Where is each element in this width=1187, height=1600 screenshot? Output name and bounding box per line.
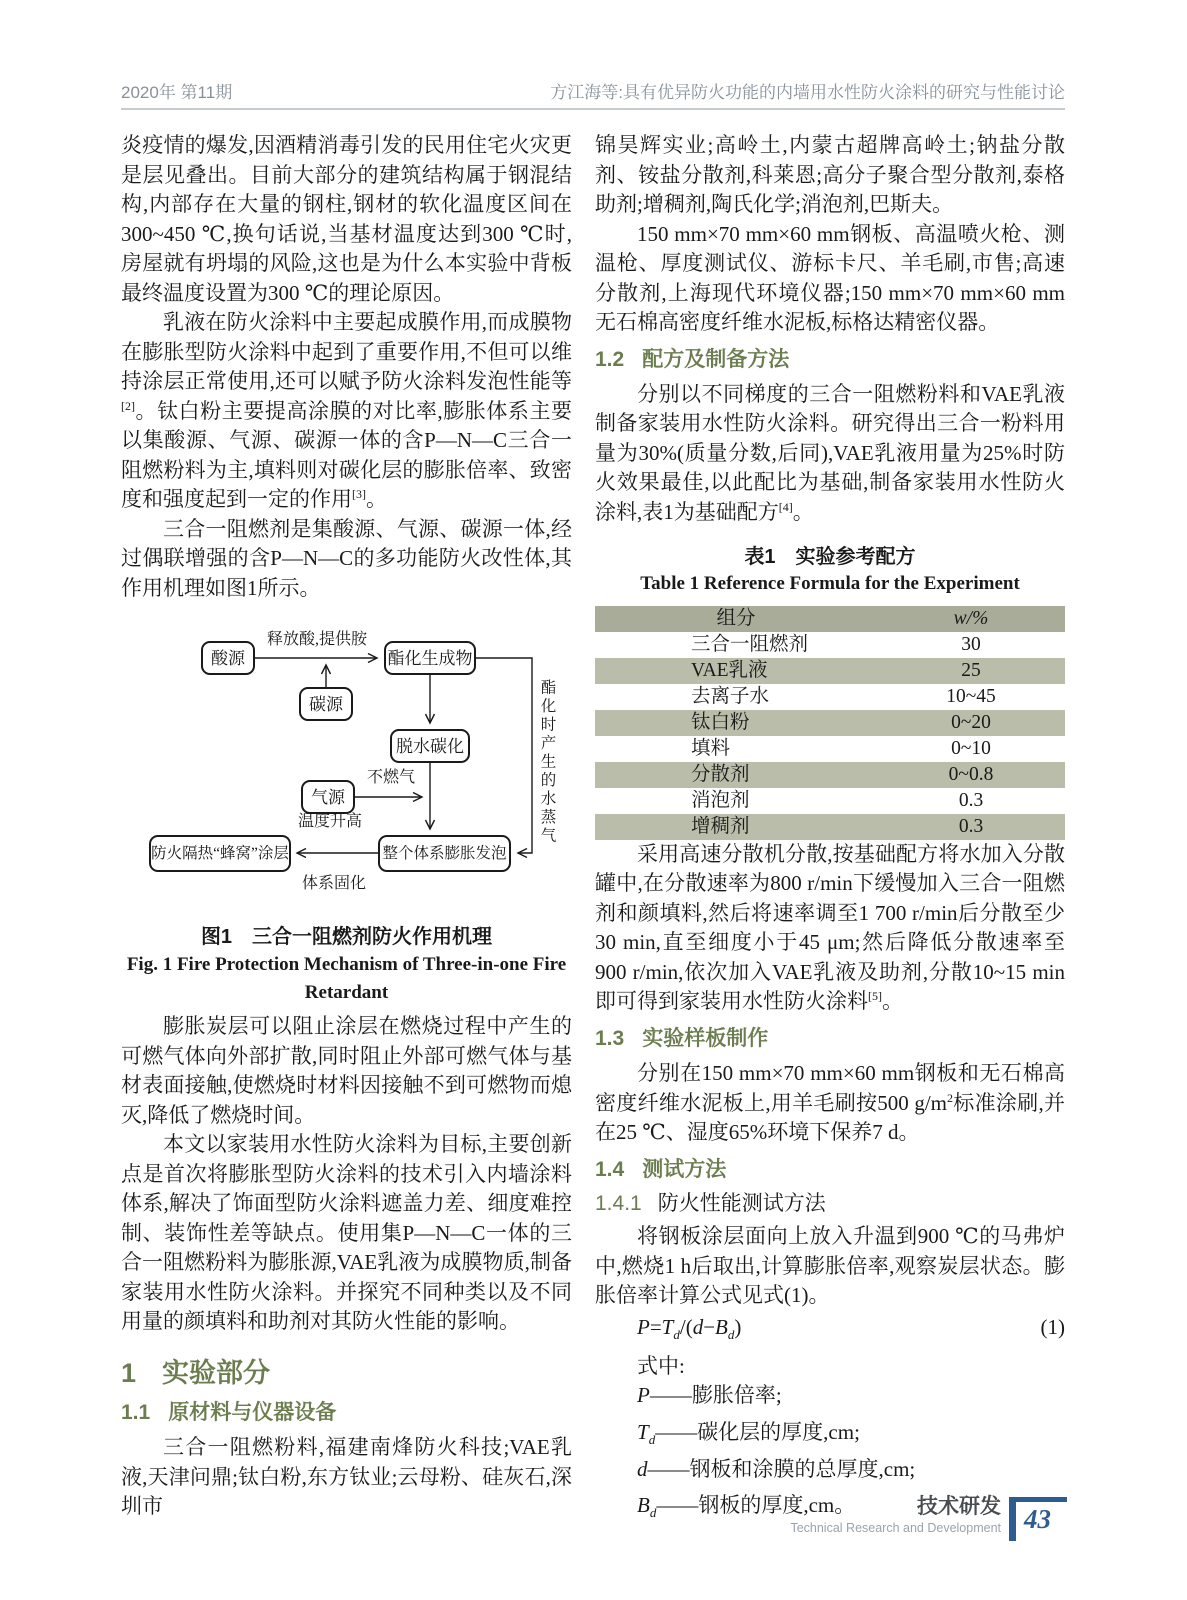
section-heading-1-4-1	[595, 1190, 1065, 1218]
section-number: 1.1	[121, 1400, 151, 1424]
table-row	[595, 632, 1065, 658]
where-definition	[595, 1418, 1065, 1455]
cell-component: 分散剂	[691, 763, 750, 785]
section-title: 实验部分	[162, 1357, 271, 1388]
cell-component: 三合一阻燃剂	[691, 633, 809, 655]
diagram-label-water-vapor: 酯化时产生的水蒸气	[538, 679, 556, 846]
page-corner-icon	[1009, 1497, 1067, 1541]
left-column	[121, 131, 572, 1528]
paragraph: 锦昊辉实业;高岭土,内蒙古超牌高岭土;钠盐分散剂、铵盐分散剂,科莱恩;高分子聚合型分散剂,泰格助剂;增稠剂,陶氏化学;消泡剂,巴斯夫。	[595, 133, 1065, 216]
cell-value: 0~0.8	[948, 763, 994, 785]
diagram-box-acid-source: 酸源	[201, 641, 255, 675]
cell-value: 0~10	[951, 737, 991, 759]
table-row	[595, 762, 1065, 788]
symbol-subscript: d	[648, 1432, 656, 1448]
section-heading-1-4	[595, 1156, 1065, 1184]
subscript-d: d	[727, 1327, 735, 1343]
cell-component: VAE乳液	[691, 659, 768, 681]
table-row	[595, 684, 1065, 710]
section-heading-1-2	[595, 346, 1065, 374]
column-header-w-percent: w/%	[953, 607, 989, 629]
citation-ref: [3]	[352, 487, 366, 501]
text-run: 。钛白粉主要提高涂膜的对比率,膨胀体系主要以集酸源、气源、碳源一体的含P—N—C三合一阻燃粉料为主,填料则对碳化层的膨胀倍率、致密度和强度起到一定的作用	[121, 398, 572, 511]
header-running-title: 方江海等:具有优异防火功能的内墙用水性防火涂料的研究与性能讨论	[550, 83, 1065, 102]
table-row	[595, 658, 1065, 684]
diagram-box-esterification-product: 酯化生成物	[384, 641, 476, 675]
section-number: 1.2	[595, 347, 625, 371]
minus-sign: −	[703, 1314, 716, 1339]
two-column-body	[121, 131, 1065, 1528]
where-intro: 式中:	[637, 1353, 685, 1378]
close-paren: )	[734, 1314, 742, 1339]
text-run: 采用高速分散机分散,按基础配方将水加入分散罐中,在分散速率为800 r/min下缓慢加入三合一阻燃剂和颜填料,然后将速率调至1 700 r/min后分散至少30 min,直至细度小于45 μm;然后降低分散速率至900 r/min,依次加入VAE乳液及助剂,分散10~15 min即可得到家装用水性防火涂料	[595, 841, 1065, 1014]
equation-expression	[637, 1313, 741, 1350]
page-header	[121, 78, 1065, 103]
column-header-component: 组分	[716, 607, 756, 629]
symbol-subscript: d	[649, 1505, 657, 1521]
section-title: 实验样板制作	[642, 1026, 769, 1050]
symbol: P	[637, 1383, 650, 1408]
symbol: d	[637, 1456, 648, 1481]
figure-caption-zh: 图1 三合一阻燃剂防火作用机理	[200, 926, 493, 948]
table-1-title-zh: 表1 实验参考配方	[744, 546, 916, 569]
section-number: 1.4	[595, 1157, 625, 1181]
cell-component: 消泡剂	[691, 789, 750, 811]
footer-label-zh: 技术研发	[917, 1495, 1001, 1518]
cell-value: 25	[961, 659, 981, 681]
citation-ref: [4]	[778, 499, 793, 514]
definition-text: ——钢板的厚度,cm。	[656, 1493, 856, 1518]
var-d: d	[692, 1314, 704, 1339]
definition-text: ——钢板和涂膜的总厚度,cm;	[647, 1456, 916, 1481]
superscript: 2	[947, 1090, 954, 1105]
where-definition	[595, 1455, 1065, 1492]
cell-value: 30	[961, 633, 981, 655]
cell-component: 去离子水	[691, 685, 770, 707]
paragraph: 膨胀炭层可以阻止涂层在燃烧过程中产生的可燃气体向外部扩散,同时阻止外部可燃气体与基材表面接触,使燃烧时材料因接触不到可燃物而熄灭,降低了燃烧时间。	[121, 1014, 572, 1127]
diagram-box-carbon-source: 碳源	[299, 687, 353, 721]
equals-sign: =	[649, 1314, 662, 1339]
cell-value: 0.3	[958, 815, 984, 837]
caption-line: Retardant	[304, 981, 389, 1003]
section-heading-1	[121, 1357, 572, 1389]
table-row	[595, 788, 1065, 814]
cell-component: 增稠剂	[691, 815, 750, 837]
cell-value: 0.3	[958, 789, 984, 811]
cell-component: 钛白粉	[691, 711, 750, 733]
paragraph: 将钢板涂层面向上放入升温到900 ℃的马弗炉中,燃烧1 h后取出,计算膨胀倍率,观察炭层状态。膨胀倍率计算公式见式(1)。	[595, 1224, 1065, 1308]
section-title: 配方及制备方法	[642, 347, 790, 371]
citation-ref: [5]	[868, 989, 882, 1004]
definition-text: ——碳化层的厚度,cm;	[655, 1419, 860, 1444]
paragraph: 炎疫情的爆发,因酒精消毒引发的民用住宅火灾更是层见叠出。目前大部分的建筑结构属于钢混结构,内部存在大量的钢柱,钢材的软化温度区间在300~450 ℃,换句话说,当基材温度达到300 ℃时,房屋就有坍塌的风险,这也是为什么本实验中背板最终温度设置为300 ℃的理论原因。	[121, 133, 572, 305]
section-title: 原材料与仪器设备	[168, 1400, 337, 1424]
cell-component: 填料	[691, 737, 731, 759]
paragraph	[595, 840, 1065, 1017]
diagram-label-system-curing: 体系固化	[301, 875, 366, 892]
paragraph: 本文以家装用水性防火涂料为目标,主要创新点是首次将膨胀型防火涂料的技术引入内墙涂料体系,解决了饰面型防火涂料遮盖力差、细度难控制、装饰性差等缺点。使用集P—N—C一体的三合一阻燃粉料为膨胀源,VAE乳液为成膜物质,制备家装用水性防火涂料。并探究不同种类以及不同用量的颜填料和助剂对其防火性能的影响。	[121, 1132, 572, 1334]
section-title: 测试方法	[642, 1157, 727, 1181]
text-run: 。	[792, 499, 814, 524]
paragraph: 150 mm×70 mm×60 mm钢板、高温喷火枪、测温枪、厚度测试仪、游标卡尺、羊毛刷,市售;高速分散剂,上海现代环境仪器;150 mm×70 mm×60 mm无石棉高密度纤维水泥板,标格达精密仪器。	[595, 221, 1065, 334]
text-run: 分别在150 mm×70 mm×60 mm钢板和无石棉高密度纤维水泥板上,用羊毛刷按500 g/m	[595, 1061, 1065, 1115]
definition-text: ——膨胀倍率;	[649, 1383, 782, 1408]
header-rule	[121, 108, 1065, 110]
right-column	[595, 131, 1065, 1528]
var-P: P	[637, 1314, 650, 1339]
table-row	[595, 814, 1065, 840]
section-title: 防火性能测试方法	[657, 1192, 826, 1216]
section-number: 1	[121, 1357, 137, 1388]
header-issue: 2020年 第11期	[121, 83, 233, 102]
operator: /(	[679, 1314, 693, 1339]
diagram-box-honeycomb-coating: 防火隔热“蜂窝”涂层	[149, 835, 291, 872]
text-run: 乳液在防火涂料中主要起成膜作用,而成膜物在膨胀型防火涂料中起到了重要作用,不但可以维持涂层正常使用,还可以赋予防火涂料发泡性能等	[121, 310, 572, 393]
var-B: B	[715, 1314, 728, 1339]
section-number: 1.4.1	[595, 1192, 642, 1216]
text-run: 分别以不同梯度的三合一阻燃粉料和VAE乳液制备家装用水性防火涂料。研究得出三合一粉料用量为30%(质量分数,后同),VAE乳液用量为25%时防火效果最佳,以此配比为基础,制备家装用水性防火涂料,表1为基础配方	[595, 381, 1065, 524]
footer-label-en: Technical Research and Development	[790, 1521, 1001, 1536]
text-run: 。	[366, 487, 387, 511]
table-row	[595, 736, 1065, 762]
paragraph	[595, 1059, 1065, 1148]
diagram-box-system-expansion-foaming: 整个体系膨胀发泡	[378, 835, 511, 872]
figure-caption-en	[121, 951, 572, 1006]
diagram-label-nonflammable-gas: 不燃气	[366, 769, 415, 786]
citation-ref: [2]	[121, 398, 135, 413]
section-heading-1-3	[595, 1025, 1065, 1053]
section-number: 1.3	[595, 1026, 625, 1050]
paragraph: 三合一阻燃粉料,福建南烽防火科技;VAE乳液,天津问鼎;钛白粉,东方钛业;云母粉、硅灰石,深圳市	[121, 1435, 572, 1519]
paragraph	[121, 308, 572, 515]
var-T: T	[661, 1314, 674, 1339]
equation-number: (1)	[1040, 1314, 1065, 1339]
diagram-label-release-acid: 释放酸,提供胺	[266, 631, 367, 648]
page-footer	[790, 1494, 1067, 1541]
text-run: 标准涂刷,并在25 ℃、湿度65%环境下保养7 d。	[595, 1090, 1066, 1145]
symbol: T	[637, 1419, 649, 1444]
table-row	[595, 710, 1065, 736]
table-1	[595, 606, 1065, 840]
caption-line: Fig. 1 Fire Protection Mechanism of Three-in-one Fire	[126, 954, 567, 975]
diagram-box-gas-source: 气源	[301, 780, 355, 814]
table-1-title-en: Table 1 Reference Formula for the Experiment	[640, 573, 1020, 595]
cell-value: 0~20	[951, 711, 991, 733]
symbol: B	[637, 1493, 650, 1518]
diagram-label-temperature-rise: 温度升高	[297, 813, 362, 830]
paragraph: 三合一阻燃剂是集酸源、气源、碳源一体,经过偶联增强的含P—N—C的多功能防火改性体,其作用机理如图1所示。	[121, 516, 572, 600]
subscript-d: d	[673, 1327, 680, 1343]
diagram-box-dehydration-carbonization: 脱水碳化	[390, 729, 470, 763]
paragraph	[595, 380, 1065, 528]
footer-section-name	[790, 1494, 1001, 1538]
cell-value: 10~45	[946, 685, 996, 707]
section-heading-1-1	[121, 1399, 572, 1427]
page-number: 43	[1024, 1503, 1051, 1534]
table-header-row	[595, 606, 1065, 632]
text-run: 。	[882, 989, 903, 1014]
equation-1	[595, 1313, 1065, 1350]
where-definition	[595, 1381, 1065, 1418]
figure-1-diagram	[121, 617, 571, 909]
